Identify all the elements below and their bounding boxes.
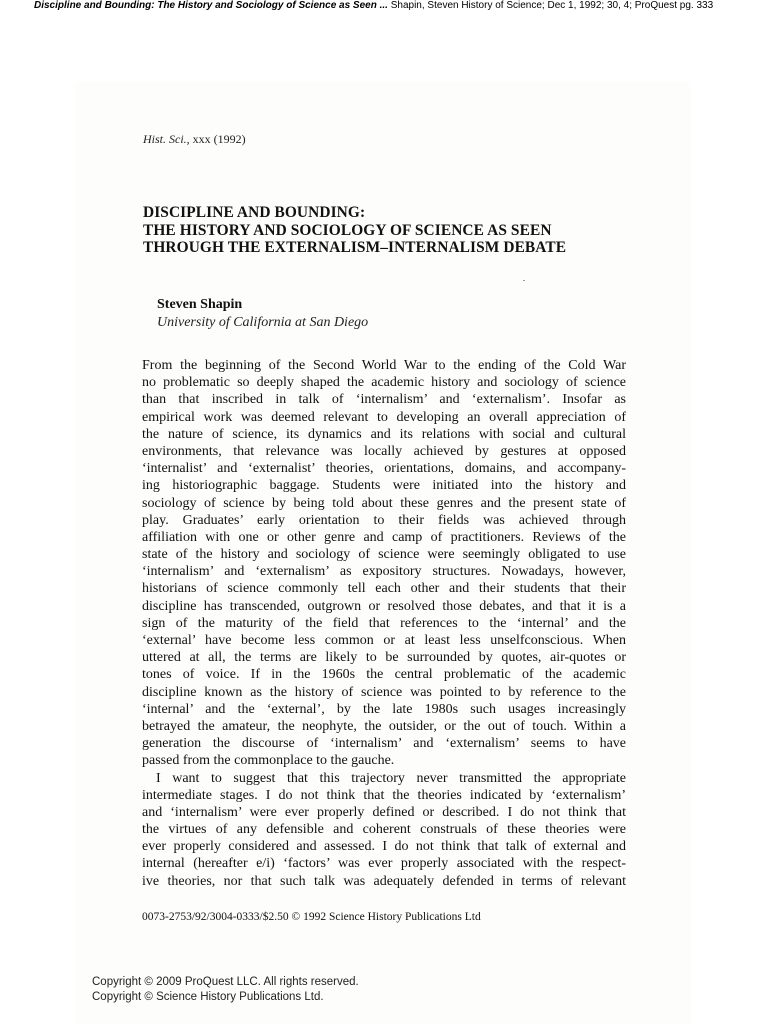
journal-name: Hist. Sci. xyxy=(143,132,187,146)
body-line: play. Graduates’ early orientation to their fields was achieved through xyxy=(142,512,626,528)
title-line: DISCIPLINE AND BOUNDING: xyxy=(143,204,366,221)
body-line: ‘internalism’ and ‘externalism’ as expository structures. Nowadays, however, xyxy=(142,564,626,580)
body-line: From the beginning of the Second World War to the ending of the Cold War xyxy=(142,358,626,373)
journal-volume-year: , xxx (1992) xyxy=(186,132,246,146)
body-line: historians of science commonly tell each other and their students that their xyxy=(142,581,626,597)
body-line: the nature of science, its dynamics and its relations with social and cultural xyxy=(142,426,626,442)
body-line: ‘internalist’ and ‘externalist’ theories, orientations, domains, and accompany- xyxy=(142,461,626,477)
author-affiliation: University of California at San Diego xyxy=(157,315,369,330)
body-line: environments, that relevance was locally achieved by gestures at opposed xyxy=(142,443,626,459)
copyright-line: Copyright © 2009 ProQuest LLC. All rights reserved. xyxy=(92,976,359,988)
author-name: Steven Shapin xyxy=(157,297,243,312)
source-citation-bar xyxy=(0,0,768,12)
body-line: I want to suggest that this trajectory never transmitted the appropriate xyxy=(156,770,626,786)
body-line: the virtues of any defensible and coherent construals of these theories were xyxy=(142,822,626,838)
body-line: intermediate stages. I do not think that the theories indicated by ‘externalism’ xyxy=(142,787,626,803)
body-line: sociology of science by being told about these genres and the present state of xyxy=(142,495,626,511)
article-title xyxy=(143,204,643,257)
body-line: affiliation with one or other genre and camp of practitioners. Reviews of the xyxy=(142,529,626,545)
body-line: sign of the maturity of the field that references to the ‘internal’ and the xyxy=(142,615,626,631)
body-line: betrayed the amateur, the neophyte, the outsider, or the out of touch. Within a xyxy=(142,718,626,734)
body-line: and ‘internalism’ were ever properly defined or described. I do not think that xyxy=(142,804,626,820)
body-line: ‘external’ have become less common or at least less unselfconscious. When xyxy=(142,633,626,648)
body-line: passed from the commonplace to the gauche. xyxy=(142,753,395,769)
body-line: ive theories, nor that such talk was adequately defended in terms of relevant xyxy=(142,873,626,889)
source-meta: Shapin, Steven History of Science; Dec 1, 1992; 30, 4; ProQuest pg. 333 xyxy=(390,0,714,11)
body-line: discipline has transcended, outgrown or resolved those debates, and that it is a xyxy=(142,598,626,614)
body-line: ‘internal’ and the ‘external’, by the late 1980s such usages increasingly xyxy=(142,701,626,717)
body-line: tones of voice. If in the 1960s the central problematic of the academic xyxy=(142,667,626,683)
body-line: ing historiographic baggage. Students were initiated into the history and xyxy=(142,478,626,494)
body-line: discipline known as the history of science was pointed to by reference to the xyxy=(142,684,626,700)
body-line: state of the history and sociology of science were seemingly obligated to use xyxy=(142,547,626,563)
body-line: ever properly considered and assessed. I do not think that talk of external and xyxy=(142,839,626,855)
copyright-line: Copyright © Science History Publications Ltd. xyxy=(92,991,324,1003)
body-line: empirical work was deemed relevant to developing an overall appreciation of xyxy=(142,409,626,425)
title-line: THE HISTORY AND SOCIOLOGY OF SCIENCE AS SEEN xyxy=(143,221,552,239)
scan-speck xyxy=(523,280,525,281)
publication-code: 0073-2753/92/3004-0333/$2.50 © 1992 Science History Publications Ltd xyxy=(142,911,481,923)
journal-reference xyxy=(143,132,246,147)
article-body xyxy=(142,357,626,890)
source-article-title: Discipline and Bounding: The History and Sociology of Science as Seen ... xyxy=(34,0,388,11)
body-line: uttered at all, the terms are likely to be surrounded by quotes, air-quotes or xyxy=(142,650,626,666)
body-line: generation the discourse of ‘internalism’ and ‘externalism’ seems to have xyxy=(142,736,626,752)
body-line: no problematic so deeply shaped the academic history and sociology of science xyxy=(142,375,626,391)
body-line: internal (hereafter e/i) ‘factors’ was ever properly associated with the respect- xyxy=(142,856,626,872)
title-line: THROUGH THE EXTERNALISM–INTERNALISM DEBATE xyxy=(143,239,567,256)
body-line: than that inscribed in talk of ‘internalism’ and ‘externalism’. Insofar as xyxy=(142,392,626,408)
